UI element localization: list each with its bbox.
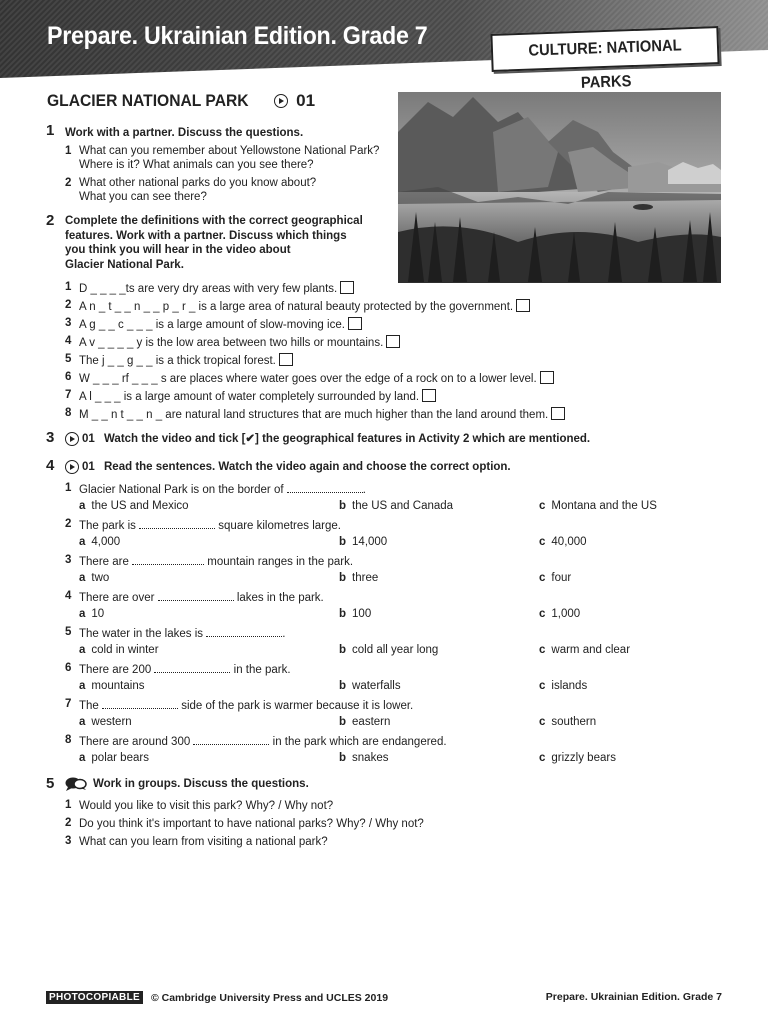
ex4-item-number: 7 xyxy=(65,698,72,710)
tick-box[interactable] xyxy=(551,407,565,420)
ex4-item-number: 3 xyxy=(65,554,72,566)
ex5-item-text: Do you think it's important to have national parks? Why? / Why not? xyxy=(79,818,424,830)
ex5-item-number: 1 xyxy=(65,799,72,811)
ex2-item-number: 2 xyxy=(65,299,72,311)
ex2-item-number: 3 xyxy=(65,317,72,329)
answer-blank[interactable] xyxy=(132,554,204,565)
tick-box[interactable] xyxy=(386,335,400,348)
option-c[interactable]: c four xyxy=(539,572,572,584)
answer-blank[interactable] xyxy=(206,626,282,637)
section-label: CULTURE: NATIONAL PARKS xyxy=(490,26,719,72)
answer-blank[interactable] xyxy=(158,590,234,601)
option-a[interactable]: a polar bears xyxy=(79,752,149,764)
video-number: 01 xyxy=(296,91,316,110)
header-title: Prepare. Ukrainian Edition. Grade 7 xyxy=(47,22,428,50)
option-b[interactable]: b snakes xyxy=(339,752,389,764)
exercise-5-instruction: Work in groups. Discuss the questions. xyxy=(65,777,309,792)
tick-box[interactable] xyxy=(422,389,436,402)
option-b[interactable]: b 100 xyxy=(339,608,372,620)
ex2-item-text: The j _ _ g _ _ is a thick tropical forest. xyxy=(79,353,293,368)
answer-blank[interactable] xyxy=(193,734,269,745)
ex2-item-number: 6 xyxy=(65,371,72,383)
option-a[interactable]: a the US and Mexico xyxy=(79,500,189,512)
ex2-item-number: 8 xyxy=(65,407,72,419)
ex2-item-text: A n _ t _ _ n _ _ p _ r _ is a large area of natural beauty protected by the government. xyxy=(79,299,530,314)
exercise-1-number: 1 xyxy=(46,122,55,139)
ex5-item-text: Would you like to visit this park? Why? / Why not? xyxy=(79,800,334,812)
ex2-item-text: A v _ _ _ _ y is the low area between two hills or mountains. xyxy=(79,335,400,350)
ex2-item-text: M _ _ n t _ _ n _ are natural land structures that are much higher than the land around them. xyxy=(79,407,565,422)
ex1-item-text: What can you remember about Yellowstone National Park? Where is it? What animals can you see there? xyxy=(79,145,380,171)
option-c[interactable]: c Montana and the US xyxy=(539,500,657,512)
exercise-3-number: 3 xyxy=(46,429,55,446)
ex4-item-number: 6 xyxy=(65,662,72,674)
ex4-item-number: 8 xyxy=(65,734,72,746)
ex4-item-sentence: The side of the park is warmer because it is lower. xyxy=(79,700,414,712)
option-c[interactable]: c islands xyxy=(539,680,588,692)
ex2-item-text: W _ _ _ rf _ _ _ s are places where water goes over the edge of a rock on to a lower level. xyxy=(79,371,554,386)
answer-blank[interactable] xyxy=(139,518,215,529)
option-c[interactable]: c southern xyxy=(539,716,597,728)
ex4-item-number: 5 xyxy=(65,626,72,638)
footer-right: Prepare. Ukrainian Edition. Grade 7 xyxy=(545,991,722,1003)
video-play-icon[interactable] xyxy=(65,460,79,474)
ex1-item-number: 1 xyxy=(65,145,72,157)
exercise-1-instruction: Work with a partner. Discuss the questions. xyxy=(65,127,304,139)
exercise-2-number: 2 xyxy=(46,212,55,229)
option-a[interactable]: a mountains xyxy=(79,680,145,692)
ex4-item-sentence: There are over lakes in the park. xyxy=(79,592,324,604)
ex4-item-number: 2 xyxy=(65,518,72,530)
tick-box[interactable] xyxy=(340,281,354,294)
option-a[interactable]: a western xyxy=(79,716,132,728)
answer-blank[interactable] xyxy=(287,482,363,493)
option-b[interactable]: b the US and Canada xyxy=(339,500,454,512)
ex2-item-number: 7 xyxy=(65,389,72,401)
option-b[interactable]: b three xyxy=(339,572,379,584)
ex1-item-number: 2 xyxy=(65,177,72,189)
ex4-item-number: 4 xyxy=(65,590,72,602)
option-b[interactable]: b cold all year long xyxy=(339,644,439,656)
tick-box[interactable] xyxy=(516,299,530,312)
video-play-icon[interactable] xyxy=(65,432,79,446)
answer-blank[interactable] xyxy=(154,662,230,673)
ex2-item-number: 1 xyxy=(65,281,72,293)
copyright: © Cambridge University Press and UCLES 2019 xyxy=(150,991,389,1004)
option-b[interactable]: b waterfalls xyxy=(339,680,401,692)
exercise-4-instruction: 01 Read the sentences. Watch the video again and choose the correct option. xyxy=(65,460,511,475)
video-play-icon[interactable] xyxy=(274,94,288,108)
ex2-item-text: A l _ _ _ is a large amount of water completely surrounded by land. xyxy=(79,389,436,404)
ex2-item-text: D _ _ _ _ts are very dry areas with very few plants. xyxy=(79,281,354,296)
ex2-item-text: A g _ _ c _ _ _ is a large amount of slow-moving ice. xyxy=(79,317,362,332)
footer-left xyxy=(46,991,388,1004)
option-c[interactable]: c grizzly bears xyxy=(539,752,616,764)
tick-box[interactable] xyxy=(279,353,293,366)
ex5-item-number: 2 xyxy=(65,817,72,829)
option-b[interactable]: b eastern xyxy=(339,716,391,728)
ex4-item-sentence: There are 200 in the park. xyxy=(79,664,291,676)
exercise-3-instruction: 01 Watch the video and tick [✔] the geographical features in Activity 2 which are mentioned. xyxy=(65,432,590,447)
unit-title: GLACIER NATIONAL PARK 01 xyxy=(47,91,316,110)
exercise-5-number: 5 xyxy=(46,775,55,792)
exercise-4-number: 4 xyxy=(46,457,55,474)
ex1-item-text: What other national parks do you know about? What you can see there? xyxy=(79,177,317,203)
glacier-park-photo xyxy=(398,92,721,283)
exercise-2-instruction: Complete the definitions with the correct geographical features. Work with a partner. Discuss which things you think you will hear in the video about Glacier National Park. xyxy=(65,215,363,271)
ex2-item-number: 4 xyxy=(65,335,72,347)
option-a[interactable]: a two xyxy=(79,572,110,584)
tick-box[interactable] xyxy=(540,371,554,384)
option-c[interactable]: c 40,000 xyxy=(539,536,587,548)
ex4-item-number: 1 xyxy=(65,482,72,494)
ex4-item-sentence: The water in the lakes is . xyxy=(79,628,286,640)
option-c[interactable]: c warm and clear xyxy=(539,644,631,656)
ex4-item-sentence: Glacier National Park is on the border of . xyxy=(79,484,366,496)
ex4-item-sentence: There are around 300 in the park which are endangered. xyxy=(79,736,447,748)
option-b[interactable]: b 14,000 xyxy=(339,536,388,548)
answer-blank[interactable] xyxy=(102,698,178,709)
ex5-item-text: What can you learn from visiting a national park? xyxy=(79,836,328,848)
ex4-item-sentence: There are mountain ranges in the park. xyxy=(79,556,354,568)
tick-box[interactable] xyxy=(348,317,362,330)
option-a[interactable]: a 4,000 xyxy=(79,536,121,548)
ex4-item-sentence: The park is square kilometres large. xyxy=(79,520,341,532)
option-a[interactable]: a cold in winter xyxy=(79,644,159,656)
option-a[interactable]: a 10 xyxy=(79,608,105,620)
ex2-item-number: 5 xyxy=(65,353,72,365)
discussion-icon xyxy=(65,777,87,791)
photocopiable-badge: PHOTOCOPIABLE xyxy=(46,991,143,1004)
ex5-item-number: 3 xyxy=(65,835,72,847)
option-c[interactable]: c 1,000 xyxy=(539,608,581,620)
